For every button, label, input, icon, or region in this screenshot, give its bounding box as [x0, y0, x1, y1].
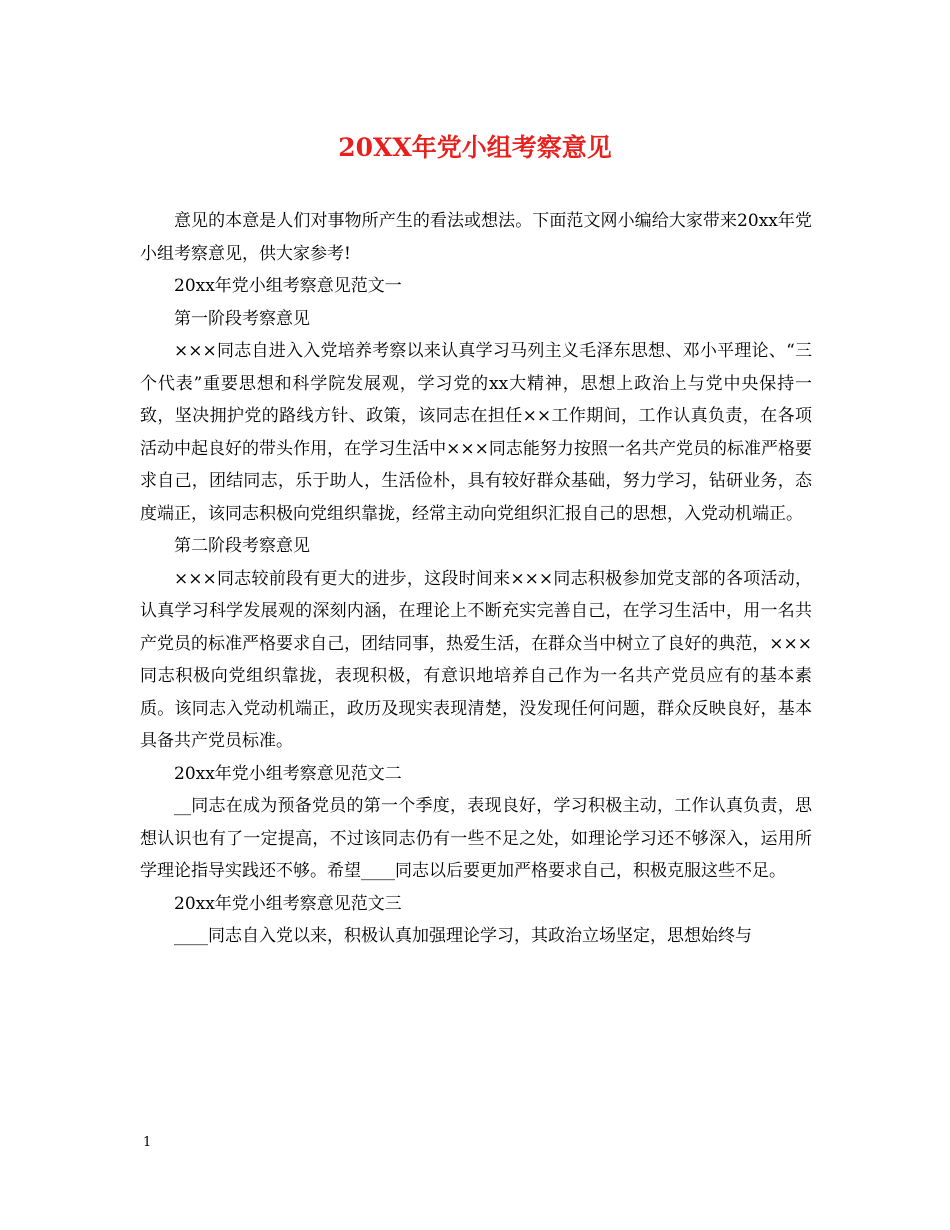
- paragraph-intro: 意见的本意是人们对事物所产生的看法或想法。下面范文网小编给大家带来20xx年党小组考察意见，供大家参考!: [140, 211, 812, 264]
- document-title: 20XX年党小组考察意见: [338, 133, 612, 162]
- heading-stage-two: 第二阶段考察意见: [174, 536, 310, 556]
- paragraph-stage-two: ×××同志较前段有更大的进步，这段时间来×××同志积极参加党支部的各项活动，认真学习科学发展观的深刻内涵，在理论上不断充实完善自己，在学习生活中，用一名共产党员的标准严格要求自己，团结同事，热爱生活，在群众当中树立了良好的典范，×××同志积极向党组织靠拢，表现积极，有意识地培养自己作为一名共产党员应有的基本素质。该同志入党动机端正，政历及现实表现清楚，没发现任何问题，群众反映良好，基本具备共产党员标准。: [140, 568, 812, 751]
- page-number: 1: [143, 1135, 152, 1150]
- document-body: [140, 205, 812, 953]
- heading-sample-three: 20xx年党小组考察意见范文三: [174, 893, 402, 914]
- paragraph-sample-two: __同志在成为预备党员的第一个季度，表现良好，学习积极主动，工作认真负责，思想认识也有了一定提高，不过该同志仍有一些不足之处，如理论学习还不够深入，运用所学理论指导实践还不够。希望____同志以后要更加严格要求自己，积极克服这些不足。: [140, 796, 812, 881]
- paragraph-stage-one: ×××同志自进入入党培养考察以来认真学习马列主义毛泽东思想、邓小平理论、“三个代表”重要思想和科学院发展观，学习党的xx大精神，思想上政治上与党中央保持一致，坚决拥护党的路线方针、政策，该同志在担任××工作期间，工作认真负责，在各项活动中起良好的带头作用，在学习生活中×××同志能努力按照一名共产党员的标准严格要求自己，团结同志，乐于助人，生活俭朴，具有较好群众基础，努力学习，钻研业务，态度端正，该同志积极向党组织靠拢，经常主动向党组织汇报自己的思想，入党动机端正。: [140, 341, 812, 524]
- heading-sample-two: 20xx年党小组考察意见范文二: [174, 763, 402, 784]
- paragraph-sample-three: ____同志自入党以来，积极认真加强理论学习，其政治立场坚定，思想始终与: [174, 926, 752, 946]
- heading-stage-one: 第一阶段考察意见: [174, 308, 310, 329]
- heading-sample-one: 20xx年党小组考察意见范文一: [174, 276, 402, 296]
